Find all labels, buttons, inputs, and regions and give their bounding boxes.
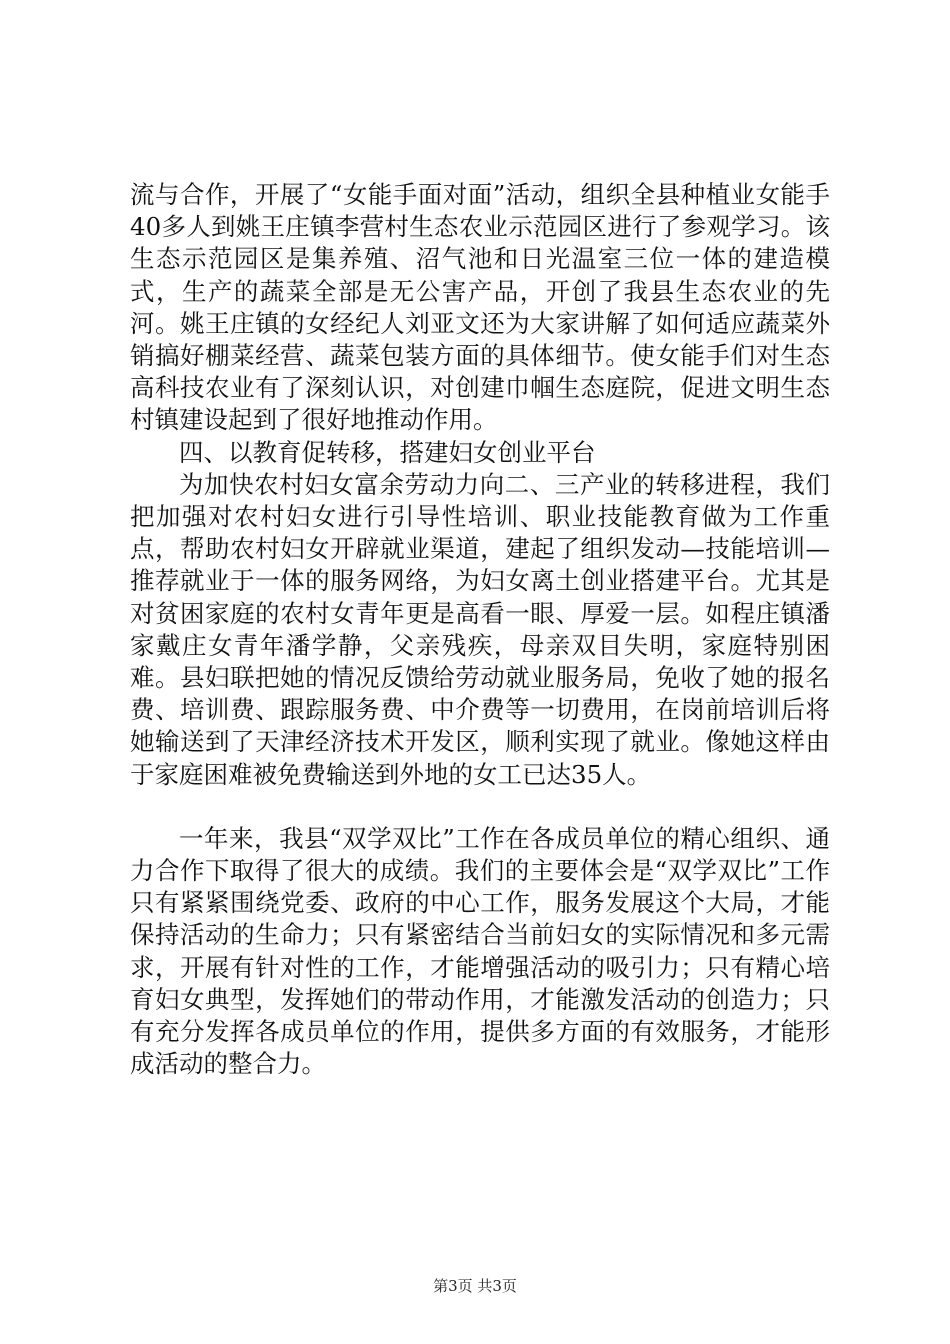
paragraph-summary: 一年来，我县“双学双比”工作在各成员单位的精心组织、通力合作下取得了很大的成绩。我们的主要体会是“双学双比”工作只有紧紧围绕党委、政府的中心工作，服务发展这个大局，才能保持活动的生命力；只有紧密结合当前妇女的实际情况和多元需求，开展有针对性的工作，才能增强活动的吸引力；只有精心培育妇女典型，发挥她们的带动作用，才能激发活动的创造力；只有充分发挥各成员单位的作用，提供多方面的有效服务，才能形成活动的整合力。: [130, 823, 830, 1079]
paragraph-employment: 为加快农村妇女富余劳动力向二、三产业的转移进程，我们把加强对农村妇女进行引导性培训、职业技能教育做为工作重点，帮助农村妇女开辟就业渠道，建起了组织发动—技能培训—推荐就业于一体的服务网络，为妇女离土创业搭建平台。尤其是对贫困家庭的农村女青年更是高看一眼、厚爱一层。如程庄镇潘家戴庄女青年潘学静，父亲残疾，母亲双目失明，家庭特别困难。县妇联把她的情况反馈给劳动就业服务局，免收了她的报名费、培训费、跟踪服务费、中介费等一切费用，在岗前培训后将她输送到了天津经济技术开发区，顺利实现了就业。像她这样由于家庭困难被免费输送到外地的女工已达35人。: [130, 469, 830, 789]
document-body: [130, 179, 830, 1080]
page-footer: 第3页 共3页: [433, 1277, 517, 1295]
paragraph-gap: [130, 791, 830, 823]
paragraph-continued: 流与合作，开展了“女能手面对面”活动，组织全县种植业女能手40多人到姚王庄镇李营村生态农业示范园区进行了参观学习。该生态示范园区是集养殖、沼气池和日光温室三位一体的建造模式，生产的蔬菜全部是无公害产品，开创了我县生态农业的先河。姚王庄镇的女经纪人刘亚文还为大家讲解了如何适应蔬菜外销搞好棚菜经营、蔬菜包装方面的具体细节。使女能手们对生态高科技农业有了深刻认识，对创建巾帼生态庭院，促进文明生态村镇建设起到了很好地推动作用。: [130, 180, 830, 435]
section-heading-4: 四、以教育促转移，搭建妇女创业平台: [179, 437, 596, 467]
